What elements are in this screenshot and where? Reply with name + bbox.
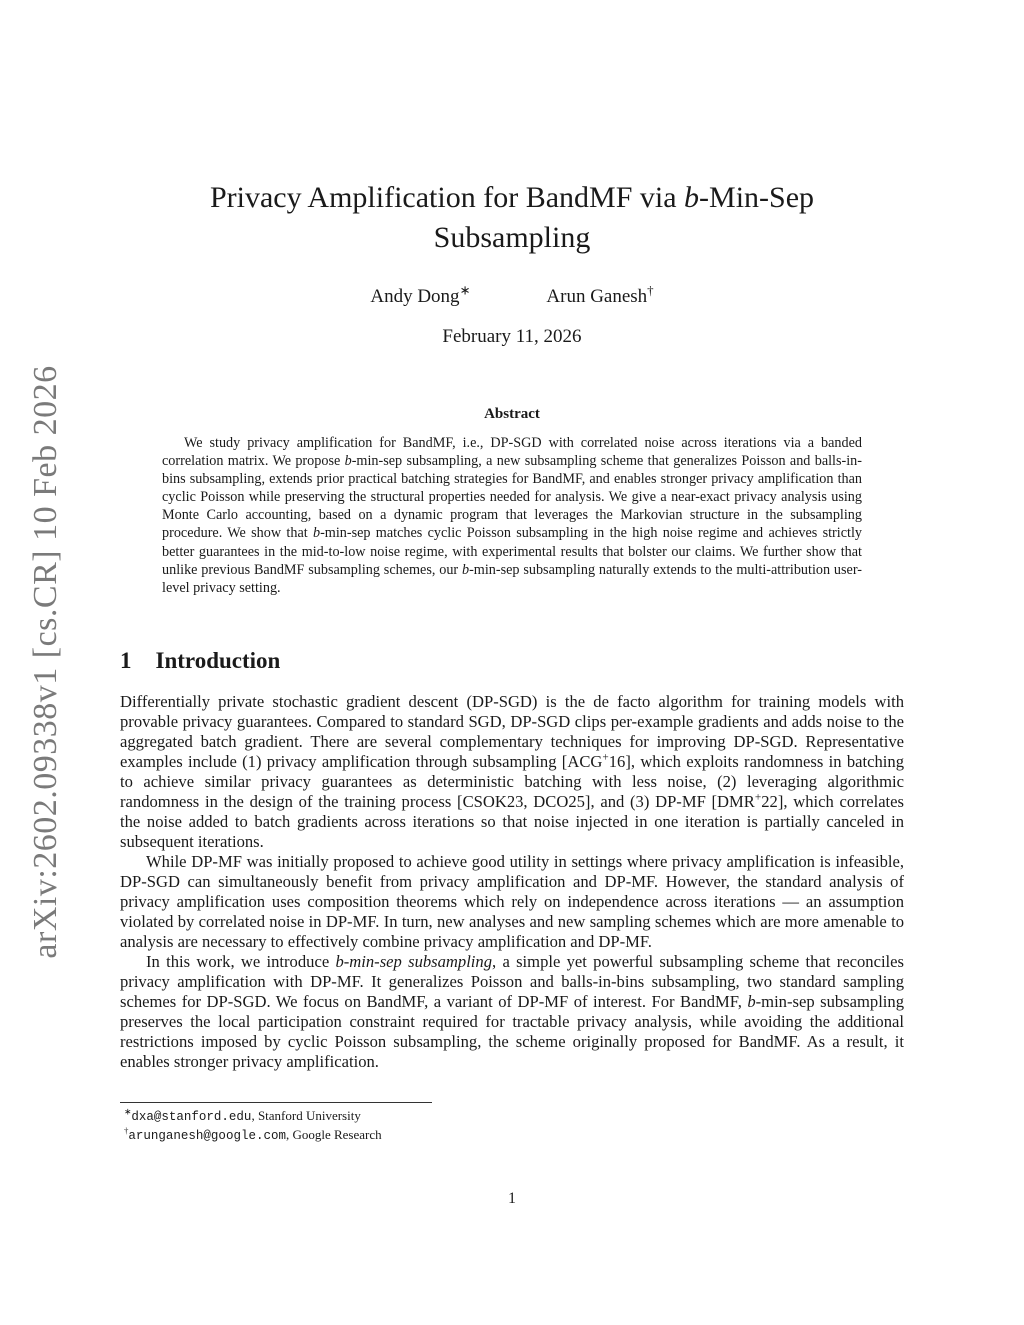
footnote-2 (120, 1126, 720, 1145)
paragraph-text: , a simple yet powerful subsampling scheme that reconciles privacy amplification with DP-MF. It generalizes Poisson and balls-in-bins subsampling, two standard sampling schemes for DP-SGD. We focus on BandMF, a variant of DP-MF of interest. For BandMF, (120, 952, 904, 1011)
abstract-body (162, 434, 862, 597)
footnote-mark: † (124, 1125, 129, 1136)
paper-title (120, 178, 904, 258)
author-1 (370, 282, 471, 307)
paragraph-text: Differentially private stochastic gradient descent (DP-SGD) is the de facto algorithm for training models with provable privacy guarantees. Compared to standard SGD, DP-SGD clips per-example gradients and adds noise to the aggregated batch gradient. There are several complementary techniques for improving DP-SGD. Representative examples include (1) privacy amplification through subsampling [ACG (120, 692, 904, 771)
footnotes (120, 1107, 720, 1145)
paragraph-text: 16], which exploits randomness in batching to achieve similar privacy guarantees as deterministic batching with less noise, (2) leveraging algorithmic randomness in the design of the training process [CSOK23, DCO25], and (3) DP-MF [DMR (120, 752, 904, 811)
citation-superscript: + (602, 751, 609, 764)
email-link[interactable]: dxa@stanford.edu (131, 1110, 252, 1124)
abstract-text: We study privacy amplification for BandMF, i.e., DP-SGD with correlated noise across iterations via a banded correlation matrix. We propose (162, 435, 862, 470)
introduction-body (120, 692, 904, 1072)
page-number: 1 (508, 1190, 516, 1207)
abstract-math-b: b (312, 525, 321, 542)
author-footnote-mark: ∗ (459, 282, 471, 298)
author-2 (546, 282, 654, 307)
paragraph-text: In this work, we introduce (146, 952, 336, 971)
title-part1: Privacy Amplification for BandMF via (209, 181, 685, 214)
footnote-divider (120, 1102, 432, 1103)
abstract-heading: Abstract (484, 406, 540, 422)
publication-date: February 11, 2026 (442, 326, 582, 347)
abstract-text: -min-sep subsampling, a new subsampling scheme that generalizes Poisson and balls-in-bins subsampling, extends prior practical batching strategies for BandMF, and enables stronger privacy amplification than cyclic Poisson while preserving the structural properties needed for analysis. We give a near-exact privacy analysis using Monte Carlo accounting, based on a dynamic program that leverages the Markovian structure in the subsampling procedure. We show that (162, 453, 863, 542)
section-heading-introduction (120, 648, 280, 674)
footnote-affiliation: , Google Research (285, 1127, 382, 1142)
author-name: Andy Dong (370, 286, 460, 307)
intro-paragraph-3 (120, 952, 904, 1072)
intro-paragraph-2: While DP-MF was initially proposed to achieve good utility in settings where privacy amplification is infeasible, DP-SGD can simultaneously benefit from privacy amplification and DP-MF. However, the standard analysis of privacy amplification uses composition theorems which rely on independence across iterations — an assumption violated by correlated noise in DP-MF. In turn, new analyses and new sampling schemes which are more amenable to analysis are necessary to effectively combine privacy amplification and DP-MF. (120, 852, 904, 951)
intro-paragraph-1 (120, 692, 904, 852)
title-part2: -Min-Sep (699, 181, 815, 214)
author-list (120, 282, 904, 308)
citation-superscript: + (754, 791, 762, 804)
paragraph-text: 22], which correlates the noise added to batch gradients across iterations so that noise injected in one iteration is partially canceled in subsequent iterations. (120, 792, 904, 851)
abstract-text: -min-sep matches cyclic Poisson subsampling in the high noise regime and achieves strictly better guarantees in the mid-to-low noise regime, with experimental results that bolster our claims. We further show that unlike previous BandMF subsampling schemes, our (162, 525, 862, 578)
abstract-text: -min-sep subsampling naturally extends to the multi-attribution user-level privacy setting. (162, 561, 863, 596)
author-footnote-mark: † (647, 282, 654, 298)
author-name: Arun Ganesh (546, 286, 648, 307)
section-title: Introduction (155, 648, 281, 673)
title-italic-b: b (684, 181, 700, 214)
footnote-mark: ∗ (124, 1106, 132, 1117)
paragraph-text: -min-sep subsampling preserves the local participation constraint required for tractable privacy analysis, while avoiding the additional restrictions imposed by cyclic Poisson subsampling, the scheme originally proposed for BandMF. As a result, it enables stronger privacy amplification. (120, 992, 905, 1071)
math-b: b (747, 992, 756, 1011)
email-link[interactable]: arunganesh@google.com (128, 1129, 286, 1143)
footnote-1 (120, 1107, 720, 1126)
arxiv-identifier-stamp: arXiv:2602.09338v1 [cs.CR] 10 Feb 2026 (27, 365, 64, 959)
title-line2: Subsampling (433, 221, 591, 254)
emphasis-term: b-min-sep subsampling (335, 952, 493, 971)
abstract-math-b: b (461, 561, 470, 578)
abstract-math-b: b (344, 453, 352, 470)
section-number: 1 (120, 648, 132, 673)
footnote-affiliation: , Stanford University (251, 1108, 361, 1123)
